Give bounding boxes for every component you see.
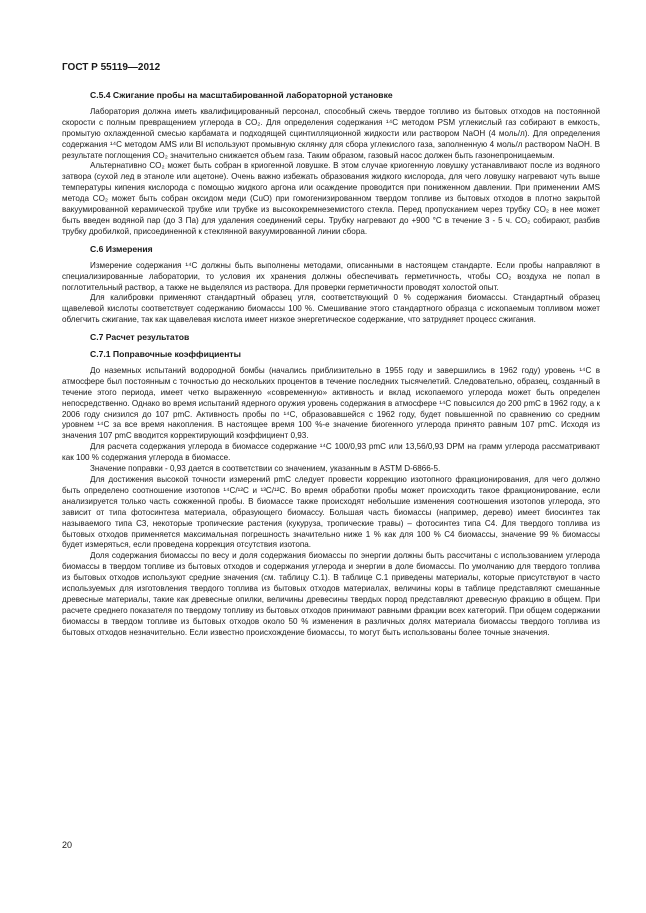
section-c-7 — [62, 332, 600, 343]
paragraph: Лаборатория должна иметь квалифицированный персонал, способный сжечь твердое топливо из бытовых отходов на постоянной скорости с полным превращением углерода в CO₂. Для определения содержания ¹⁴С методом PSM углекислый газ собирают в емкость, промытую охлажденной смесью карбамата и подходящей сцинтилляционной жидкости или раствором NaOH (4 моль/л). Для определения содержания ¹⁴С методом AMS или BI используют промывную склянку для сбора углекислого газа, заполненную 4 моль/л раствором NaOH. В результате поглощения CO₂ значительно снижается объем газа. Таким образом, газовый насос должен быть газонепроницаемым. — [62, 106, 600, 160]
section-c-6 — [62, 244, 600, 326]
section-heading: С.6 Измерения — [90, 243, 153, 254]
paragraph: Альтернативно CO₂ может быть собран в криогенной ловушке. В этом случае криогенную ловушку устанавливают после из водяного затвора (сухой лед в этаноле или ацетоне). Очень важно избежать образования жидкого кислорода, для чего ловушку нагревают чуть выше температуры кипения кислорода с помощью жидкого аргона или осаждение проводится при пониженном давлении. При применении AMS метода CO₂ может быть собран оксидом меди (CuO) при гомогенизированном твердом топливе из бытовых отходов в плотно закрытой вакуумированной керамической трубке или трубке из высококремнеземистого стекла. Перед пропусканием через трубку CO₂ в нее может быть введен водяной пар (до 3 Па) для удаления соединений серы. Трубку нагревают до +900 °С в течение 3 - 5 ч. CO₂ собирают, разбив трубку дробилкой, присоединенной к стеклянной вакуумированной линии сбора. — [62, 161, 600, 236]
paragraph: Для калибровки применяют стандартный образец угля, соответствующий 0 % содержания биомассы. Стандартный образец щавелевой кислоты соответствует содержанию биомассы 100 %. Смешивание этого стандартного образца с ископаемым топливом может облегчить сжигание, так как щавелевая кислота имеет низкое энергетическое содержание, что затрудняет процесс сжигания. — [62, 293, 600, 325]
page-number: 20 — [62, 840, 73, 850]
paragraph: Значение поправки - 0,93 дается в соответствии со значением, указанным в ASTM D-6866-5. — [90, 464, 441, 474]
paragraph: Для расчета содержания углерода в биомассе содержание ¹⁴С 100/0,93 pmC или 13,56/0,93 DPM на грамм углерода рассматривают как 100 % содержания углерода в биомассе. — [62, 442, 600, 463]
section-heading: С.7.1 Поправочные коэффициенты — [90, 349, 241, 360]
paragraph: До наземных испытаний водородной бомбы (начались приблизительно в 1955 году и завершились в 1962 году) уровень ¹⁴С в атмосфере был постоянным с точностью до нескольких процентов в течение последних тысячелетий. Следовательно, образец, созданный в течение этого периода, имеет четко выраженную «современную» активность и вклад ископаемого углерода может быть определен непосредственно. Однако во время испытаний ядерного оружия уровень содержания в атмосфере ¹⁴С повысился до 200 pmC в 1962 году, а к 2006 году снизился до 107 pmC. Активность пробы по ¹⁴С, образовавшейся с 1962 году, будет повышенной по сравнению со средним уровнем ¹⁴С за все время накопления. В настоящее время 100 %-е значение биогенного углерода принято равным 107 pmC. Исходя из значения 107 pmC вводится корректирующий коэффициент 0,93. — [62, 365, 600, 441]
paragraph: Для достижения высокой точности измерений pmC следует провести коррекцию изотопного фракционирования, для чего должно быть определено соотношение изотопов ¹⁴С/¹²С и ¹³С/¹²С. Во время обработки пробы может происходить такое фракционирование, если анализируется только часть сожженной пробы. В биомассе также происходят небольшие изменения соотношения изотопов углерода, это зависит от типа фотосинтеза материала, образующего биомассу. Большая часть биомассы (например, дерево) имеет биосинтез так называемого типа С3, некоторые тропические растения (кукуруза, тропические травы) – фотосинтез типа С4. Для твердого топлива из бытовых отходов применяется максимальная погрешность значительно ниже 1 % как для 100 % С4 биомассы, значение 99 % биомассы будет измеряться, если проведена коррекция отсутствия изотопа. — [62, 475, 600, 550]
paragraph: Измерение содержания ¹⁴С должны быть выполнены методами, описанными в настоящем стандарте. Если пробы направляют в специализированные лаборатории, то условия их хранения должны обеспечивать герметичность, чтобы CO₂ воздуха не попал в поглотительный раствор, а также не выделялся из раствора. Для проверки герметичности проводят холостой опыт. — [62, 260, 600, 292]
section-heading: С.7 Расчет результатов — [90, 332, 190, 343]
section-c-7-1 — [62, 349, 600, 639]
section-c-5-4 — [62, 90, 600, 238]
paragraph: Доля содержания биомассы по весу и доля содержания биомассы по энергии должны быть рассчитаны с использованием углерода биомассы в твердом топливе из бытовых отходов и содержания углерода и энергии в доле биомассы. По умолчанию для твердого топлива из бытовых отходов используют средние значения (см. таблицу С.1). В таблице С.1 приведены материалы, которые присутствуют в часто используемых для изготовления твердого топлива из бытовых отходов материалах, величины коры в таблице представляют смешанные древесные материалы, такие как древесные опилки, величины древесины твердых пород представляют древесную фракцию в общем. При расчете среднего показателя по твердому топливу из бытовых отходов принимают равными фракции всех категорий. При общем содержании биомассы в твердом топливе из бытовых отходов около 50 % изменения в различных долях материала биомассы твердого топлива из бытовых отходов незначительно. Если известно происхождение биомассы, то могут быть использованы более точные значения. — [62, 551, 600, 637]
document-body — [62, 90, 600, 645]
section-heading: С.5.4 Сжигание пробы на масштабированной лабораторной установке — [90, 90, 393, 100]
document-header: ГОСТ Р 55119—2012 — [62, 62, 161, 73]
